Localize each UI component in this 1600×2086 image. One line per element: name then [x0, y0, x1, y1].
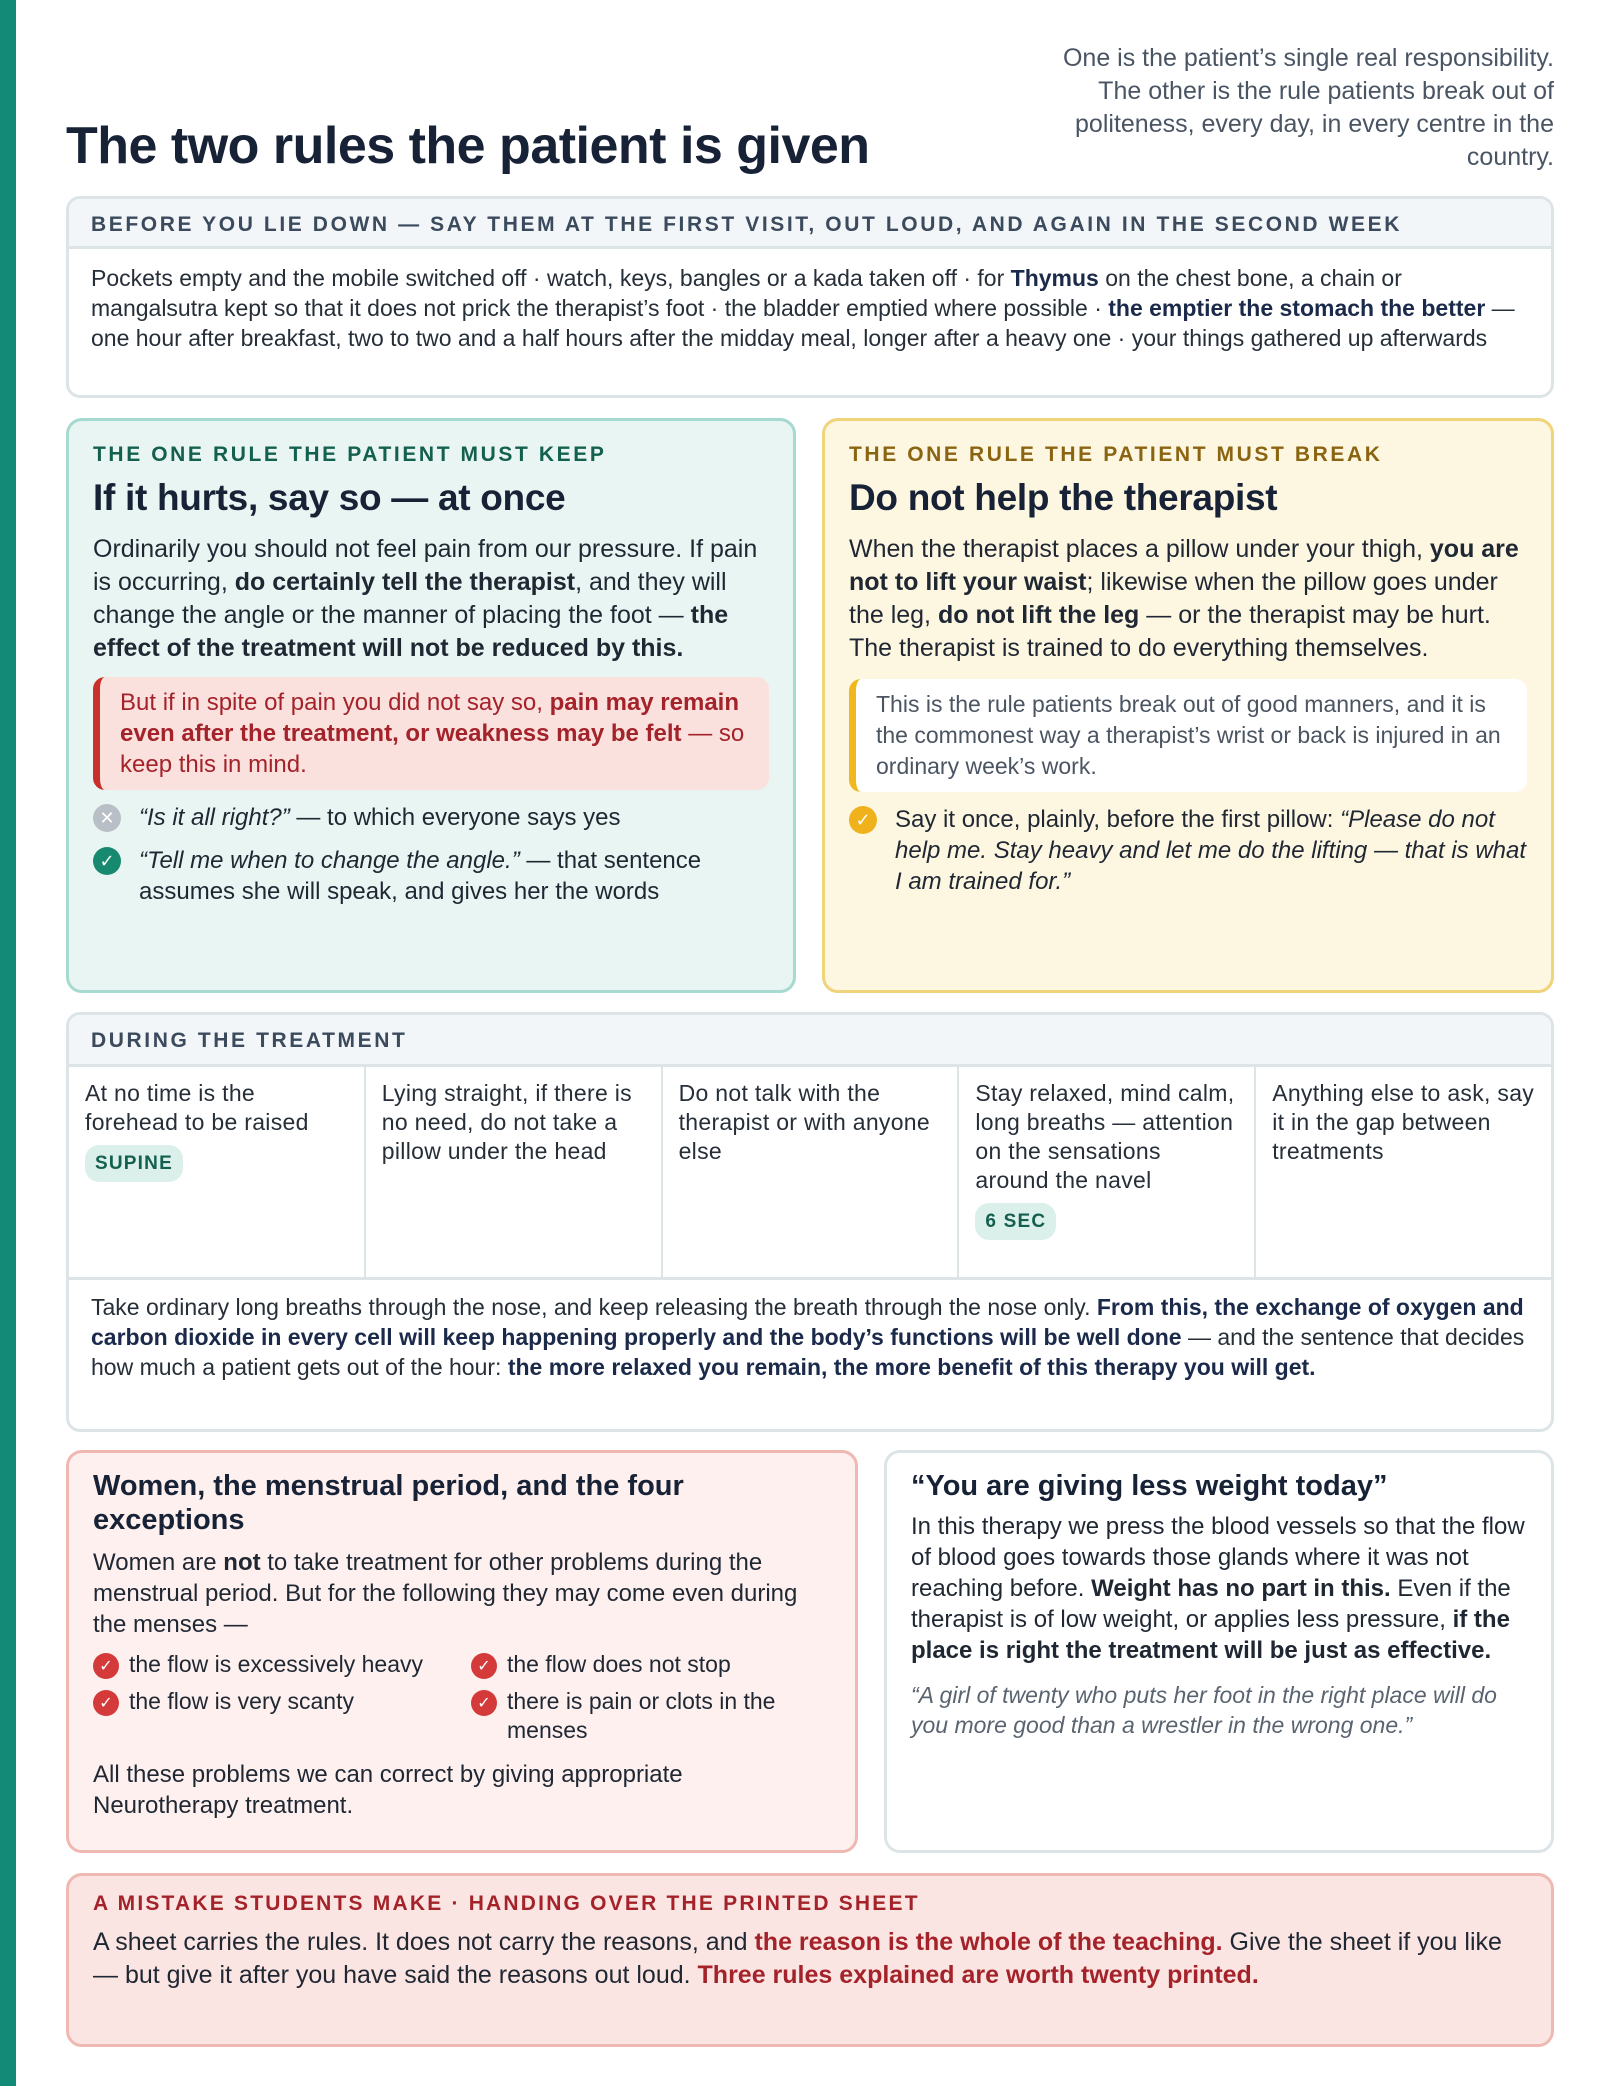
page-title: The two rules the patient is given — [66, 117, 870, 175]
before-you-lie-down-box — [66, 196, 1554, 398]
page-subtitle: One is the patient’s single real responsibility. The other is the rule patients break out of politeness, every day, in every centre in the country. — [1062, 44, 1554, 171]
supine-tag: SUPINE — [85, 1145, 183, 1182]
during-treatment-box — [66, 1012, 1554, 1432]
keep-paragraph: Ordinarily you should not feel pain from our pressure. If pain is occurring, do certainly tell the therapist, and they will change the angle or the manner of placing the foot — the effect of the treatment will not be reduced by this. — [93, 535, 758, 662]
women-paragraph: Women are not to take treatment for other problems during the menstrual period. But for the following they may come even during the menses — — [93, 1549, 798, 1638]
x-circle-icon: ✕ — [93, 804, 121, 832]
women-heading: Women, the menstrual period, and the four exceptions — [93, 1470, 684, 1536]
during-rule: Do not talk with the therapist or with anyone else — [663, 1067, 960, 1277]
during-rule: At no time is the forehead to be raised SUPINE — [69, 1067, 366, 1277]
exception-item: ✓ there is pain or clots in the menses — [471, 1687, 831, 1745]
less-weight-card — [884, 1450, 1554, 1853]
check-circle-icon: ✓ — [471, 1690, 497, 1716]
keep-warning-callout: But if in spite of pain you did not say so, pain may remain even after the treatment, or weakness may be felt — so keep this in mind. — [93, 677, 769, 790]
rule-card-break — [822, 418, 1554, 993]
during-rule: Lying straight, if there is no need, do not take a pillow under the head — [366, 1067, 663, 1277]
break-eyebrow: THE ONE RULE THE PATIENT MUST BREAK — [849, 443, 1383, 466]
before-heading: BEFORE YOU LIE DOWN — SAY THEM AT THE FIRST VISIT, OUT LOUD, AND AGAIN IN THE SECOND WEEK — [69, 199, 1551, 249]
weight-heading: “You are giving less weight today” — [911, 1470, 1388, 1502]
check-circle-icon: ✓ — [93, 847, 121, 875]
before-emphasis-thymus: Thymus — [1010, 265, 1099, 291]
during-breathing-note: Take ordinary long breaths through the nose, and keep releasing the breath through the nose only. From this, the exchange of oxygen and carbon dioxide in every cell will keep happening properly and the body’s functions will be well done — and the sentence that decides how much a patient gets out of the hour: the more relaxed you remain, the more benefit of this therapy you will get. — [91, 1294, 1525, 1380]
keep-eyebrow: THE ONE RULE THE PATIENT MUST KEEP — [93, 443, 607, 466]
exception-item: ✓ the flow is excessively heavy — [93, 1650, 471, 1679]
exceptions-list — [93, 1650, 831, 1745]
during-heading: DURING THE TREATMENT — [69, 1015, 1551, 1067]
before-text: Pockets empty and the mobile switched off · watch, keys, bangles or a kada taken off · for Thymus on the chest bone, a chain or mangalsutra kept so that it does not prick the therapist’s foot · the bladder emptied where possible · the emptier the stomach the better — one hour after breakfast, two to two and a half hours after the midday meal, longer after a heavy one · your things gathered up afterwards — [91, 265, 1515, 351]
keep-bad-example: ✕ “Is it all right?” — to which everyone says yes — [93, 802, 769, 833]
six-sec-tag: 6 SEC — [975, 1203, 1056, 1240]
women-menstrual-card — [66, 1450, 858, 1853]
rule-card-keep — [66, 418, 796, 993]
check-circle-icon: ✓ — [849, 806, 877, 834]
check-circle-icon: ✓ — [93, 1690, 119, 1716]
during-rule: Anything else to ask, say it in the gap between treatments — [1272, 1080, 1535, 1164]
before-emphasis-stomach: the emptier the stomach the better — [1108, 295, 1486, 321]
women-footnote: All these problems we can correct by giving appropriate Neurotherapy treatment. — [93, 1761, 683, 1819]
check-circle-icon: ✓ — [471, 1653, 497, 1679]
keep-good-example: ✓ “Tell me when to change the angle.” — that sentence assumes she will speak, and gives her the words — [93, 845, 769, 907]
mistake-paragraph: A sheet carries the rules. It does not carry the reasons, and the reason is the whole of the teaching. Give the sheet if you like — but give it after you have said the reasons out loud. Three rules explained are worth twenty printed. — [93, 1928, 1502, 1989]
during-rules-row — [69, 1067, 1551, 1280]
during-rule: Stay relaxed, mind calm, long breaths — attention on the sensations around the navel 6 SEC — [959, 1067, 1256, 1277]
weight-quote: “A girl of twenty who puts her foot in the right place will do you more good than a wrestler in the wrong one.” — [911, 1682, 1497, 1738]
break-heading: Do not help the therapist — [849, 477, 1278, 518]
break-paragraph: When the therapist places a pillow under your thigh, you are not to lift your waist; likewise when the pillow goes under the leg, do not lift the leg — or the therapist may be hurt. The therapist is trained to do everything themselves. — [849, 535, 1519, 662]
accent-bar — [0, 0, 16, 2086]
break-note-callout: This is the rule patients break out of good manners, and it is the commonest way a therapist’s wrist or back is injured in an ordinary week’s work. — [849, 679, 1527, 792]
check-circle-icon: ✓ — [93, 1653, 119, 1679]
page — [66, 0, 1554, 1989]
break-say-it: ✓ Say it once, plainly, before the first pillow: “Please do not help me. Stay heavy and let me do the lifting — that is what I am trained for.” — [849, 804, 1527, 897]
exception-item: ✓ the flow is very scanty — [93, 1687, 471, 1745]
weight-paragraph: In this therapy we press the blood vessels so that the flow of blood goes towards those glands where it was not reaching before. Weight has no part in this. Even if the therapist is of low weight, or applies less pressure, if the place is right the treatment will be just as effective. — [911, 1513, 1525, 1664]
mistake-callout — [66, 1873, 1554, 2047]
keep-heading: If it hurts, say so — at once — [93, 477, 566, 518]
mistake-eyebrow: A MISTAKE STUDENTS MAKE · HANDING OVER THE PRINTED SHEET — [93, 1892, 920, 1915]
exception-item: ✓ the flow does not stop — [471, 1650, 831, 1679]
page-header — [66, 0, 1554, 196]
